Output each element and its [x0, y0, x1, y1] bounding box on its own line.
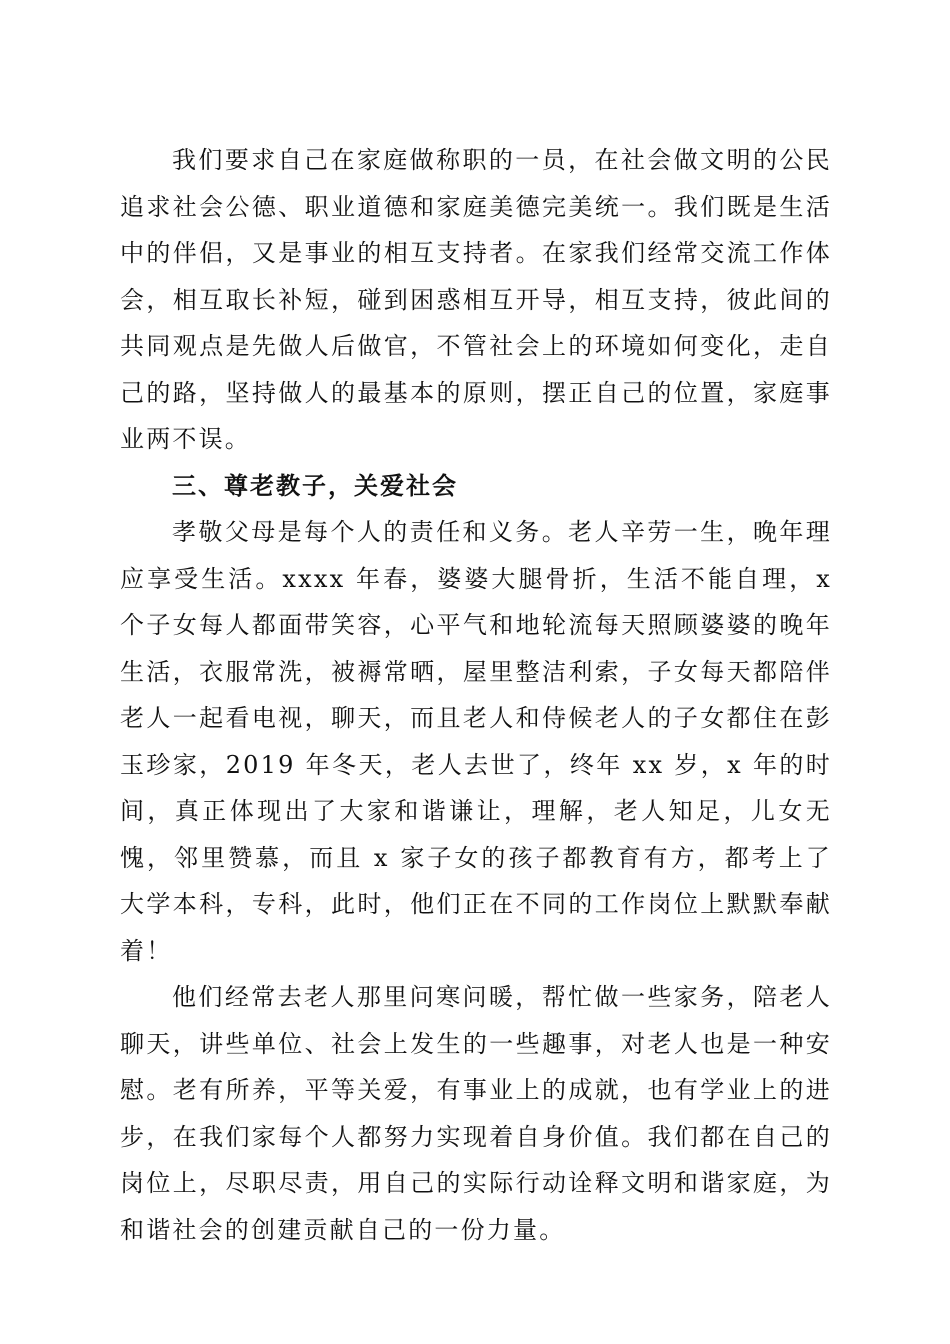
document-body: [120, 137, 832, 1253]
paragraph-filial-piety: 孝敬父母是每个人的责任和义务。老人辛劳一生，晚年理应享受生活。xxxx 年春，婆婆大腿骨折，生活不能自理，x 个子女每人都面带笑容，心平气和地轮流每天照顾婆婆的晚年生活，衣服常洗，被褥常晒，屋里整洁利索，子女每天都陪伴老人一起看电视，聊天，而且老人和侍候老人的子女都住在彭玉珍家，2019 年冬天，老人去世了，终年 xx 岁，x 年的时间，真正体现出了大家和谐谦让，理解，老人知足，儿女无愧，邻里赞慕，而且 x 家子女的孩子都教育有方，都考上了大学本科，专科，此时，他们正在不同的工作岗位上默默奉献着！: [120, 518, 832, 965]
section-heading: 三、尊老教子，关爱社会: [172, 471, 458, 500]
paragraph-family-harmony: 我们要求自己在家庭做称职的一员，在社会做文明的公民追求社会公德、职业道德和家庭美德完美统一。我们既是生活中的伴侣，又是事业的相互支持者。在家我们经常交流工作体会，相互取长补短，碰到困惑相互开导，相互支持，彼此间的共同观点是先做人后做官，不管社会上的环境如何变化，走自己的路，坚持做人的最基本的原则，摆正自己的位置，家庭事业两不误。: [120, 146, 832, 453]
paragraph-caring-elders: 他们经常去老人那里问寒问暖，帮忙做一些家务，陪老人聊天，讲些单位、社会上发生的一些趣事，对老人也是一种安慰。老有所养，平等关爱，有事业上的成就，也有学业上的进步，在我们家每个人都努力实现着自身价值。我们都在自己的岗位上，尽职尽责，用自己的实际行动诠释文明和谐家庭，为和谐社会的创建贡献自己的一份力量。: [120, 983, 832, 1244]
